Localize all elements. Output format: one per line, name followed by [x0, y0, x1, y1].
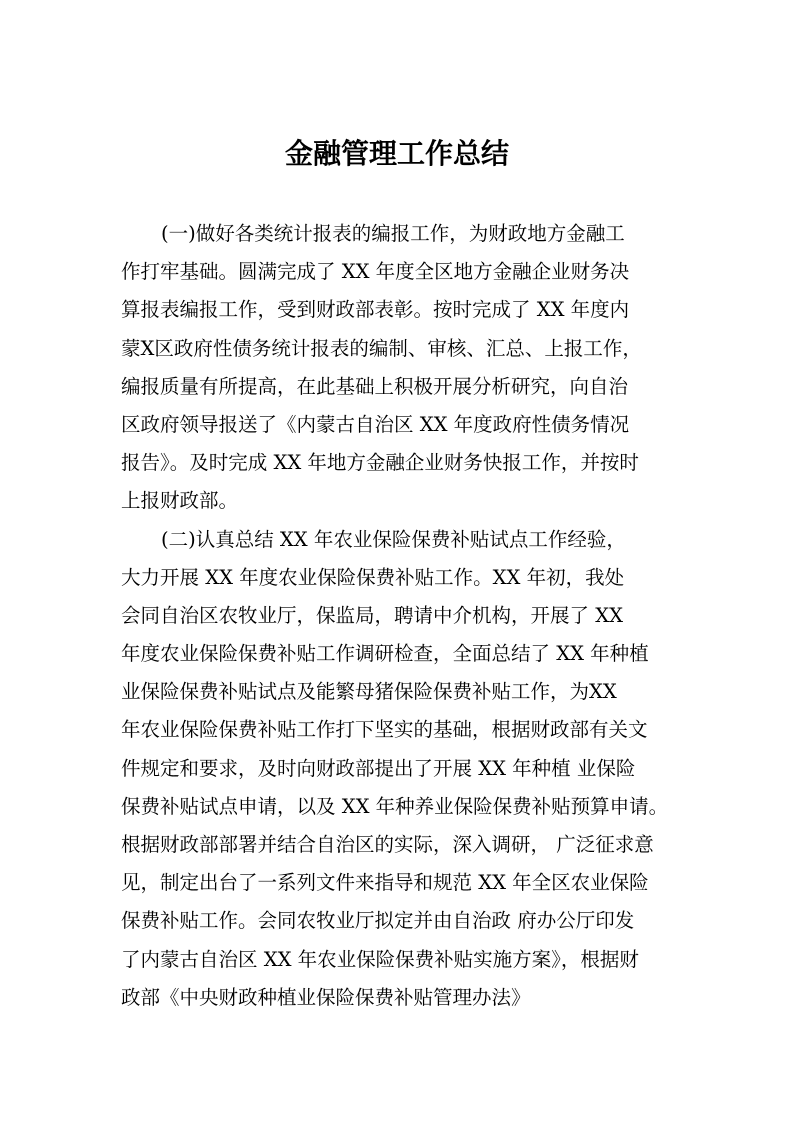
paragraph-line: (一)做好各类统计报表的编报工作，为财政地方金融工: [161, 222, 625, 245]
paragraph-line: 大力开展 XX 年度农业保险保费补贴工作。XX 年初，我处: [121, 565, 625, 589]
paragraph-line: 根据财政部部署并结合自治区的实际，深入调研， 广泛征求意: [121, 833, 654, 856]
paragraph-line: 政部《中央财政种植业保险保费补贴管理办法》: [121, 985, 531, 1009]
paragraph-line: 业保险保费补贴试点及能繁母猪保险保费补贴工作，为XX: [121, 680, 617, 704]
paragraph-line: 上报财政部。: [121, 489, 239, 513]
paragraph-line: 会同自治区农牧业厅，保监局，聘请中介机构，开展了 XX: [121, 603, 623, 627]
paragraph-line: 了内蒙古自治区 XX 年农业保险保费补贴实施方案》，根据财: [121, 947, 639, 971]
paragraph-line: 件规定和要求，及时向财政部提出了开展 XX 年种植 业保险: [121, 756, 636, 780]
paragraph-line: 保费补贴试点申请，以及 XX 年种养业保险保费补贴预算申请。: [121, 794, 669, 818]
paragraph-line: 报告》。及时完成 XX 年地方金融企业财务快报工作，并按时: [121, 451, 639, 475]
paragraph-line: 蒙X区政府性债务统计报表的编制、审核、汇总、上报工作，: [121, 336, 642, 360]
document-title: 金融管理工作总结: [284, 137, 509, 170]
paragraph-line: 编报质量有所提高，在此基础上积极开展分析研究，向自治: [121, 374, 629, 398]
paragraph-line: 年农业保险保费补贴工作打下坚实的基础，根据财政部有关文: [121, 718, 648, 742]
paragraph-line: (二)认真总结 XX 年农业保险保费补贴试点工作经验，: [161, 527, 626, 551]
paragraph-line: 保费补贴工作。会同农牧业厅拟定并由自治政 府办公厅印发: [121, 909, 635, 933]
paragraph-line: 作打牢基础。圆满完成了 XX 年度全区地方金融企业财务决: [121, 260, 630, 284]
paragraph-line: 见，制定出台了一系列文件来指导和规范 XX 年全区农业保险: [121, 871, 649, 895]
paragraph-line: 年度农业保险保费补贴工作调研检查，全面总结了 XX 年种植: [121, 642, 649, 666]
document-body: [121, 215, 721, 1017]
paragraph-line: 算报表编报工作，受到财政部表彰。按时完成了 XX 年度内: [121, 298, 630, 322]
paragraph-line: 区政府领导报送了《内蒙古自治区 XX 年度政府性债务情况: [121, 412, 630, 436]
